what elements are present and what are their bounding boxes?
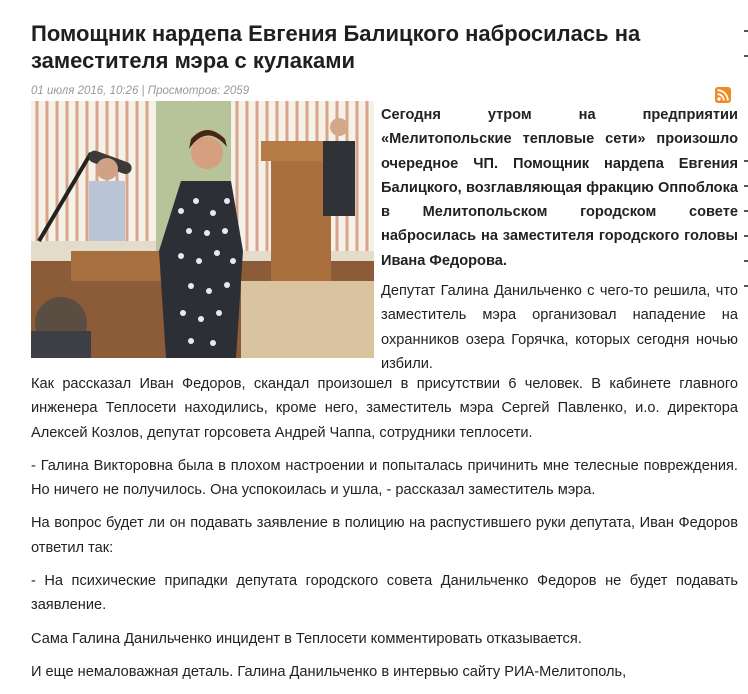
article [31,0,738,693]
article-meta-row [31,82,738,100]
article-meta: 01 июля 2016, 10:26 | Просмотров: 2059 [31,85,250,97]
paragraph: Как рассказал Иван Федоров, скандал произошел в присутствии 6 человек. В кабинете главного инженера Теплосети находились, кроме него, заместитель мэра Сергей Павленко, и.о. директора Алексей Козлов, депутат горсовета Андрей Чаппа, сотрудники теплосети. [31,376,738,441]
paragraph: И еще немаловажная деталь. Галина Данильченко в интервью сайту РИА-Мелитополь, [31,663,627,680]
article-top [31,101,738,371]
lead-plain: Депутат Галина Данильченко с чего-то решила, что заместитель мэра организовал нападение на охранников озера Горячка, которых сегодня ночью избили. [381,283,738,372]
paragraph: - Галина Викторовна была в плохом настроении и попыталась причинить мне телесные повреждения. Но ничего не получилось. Она успокоилась и ушла, - рассказал заместитель мэра. [31,457,738,499]
lead-bold: Сегодня утром на предприятии «Мелитопольские тепловые сети» произошло очередное ЧП. Помощник нардепа Евгения Балицкого, возглавляющая фракцию Оппоблока в Мелитопольском городском совете набросилась на заместителя городского головы Ивана Федорова. [381,107,738,269]
paragraph: На вопрос будет ли он подавать заявление в полицию на распустившего руки депутата, Иван Федоров ответил так: [31,515,738,556]
article-lead [381,103,738,376]
right-edge-cutoff [744,0,748,694]
paragraph: Сама Галина Данильченко инцидент в Теплосети комментировать отказывается. [31,630,582,647]
article-photo [31,101,374,358]
article-body [31,372,738,684]
paragraph: - На психические припадки депутата городского совета Данильченко Федоров не будет подавать заявление. [31,573,738,614]
article-title: Помощник нардепа Евгения Балицкого набросилась на заместителя мэра с кулаками [31,21,641,73]
